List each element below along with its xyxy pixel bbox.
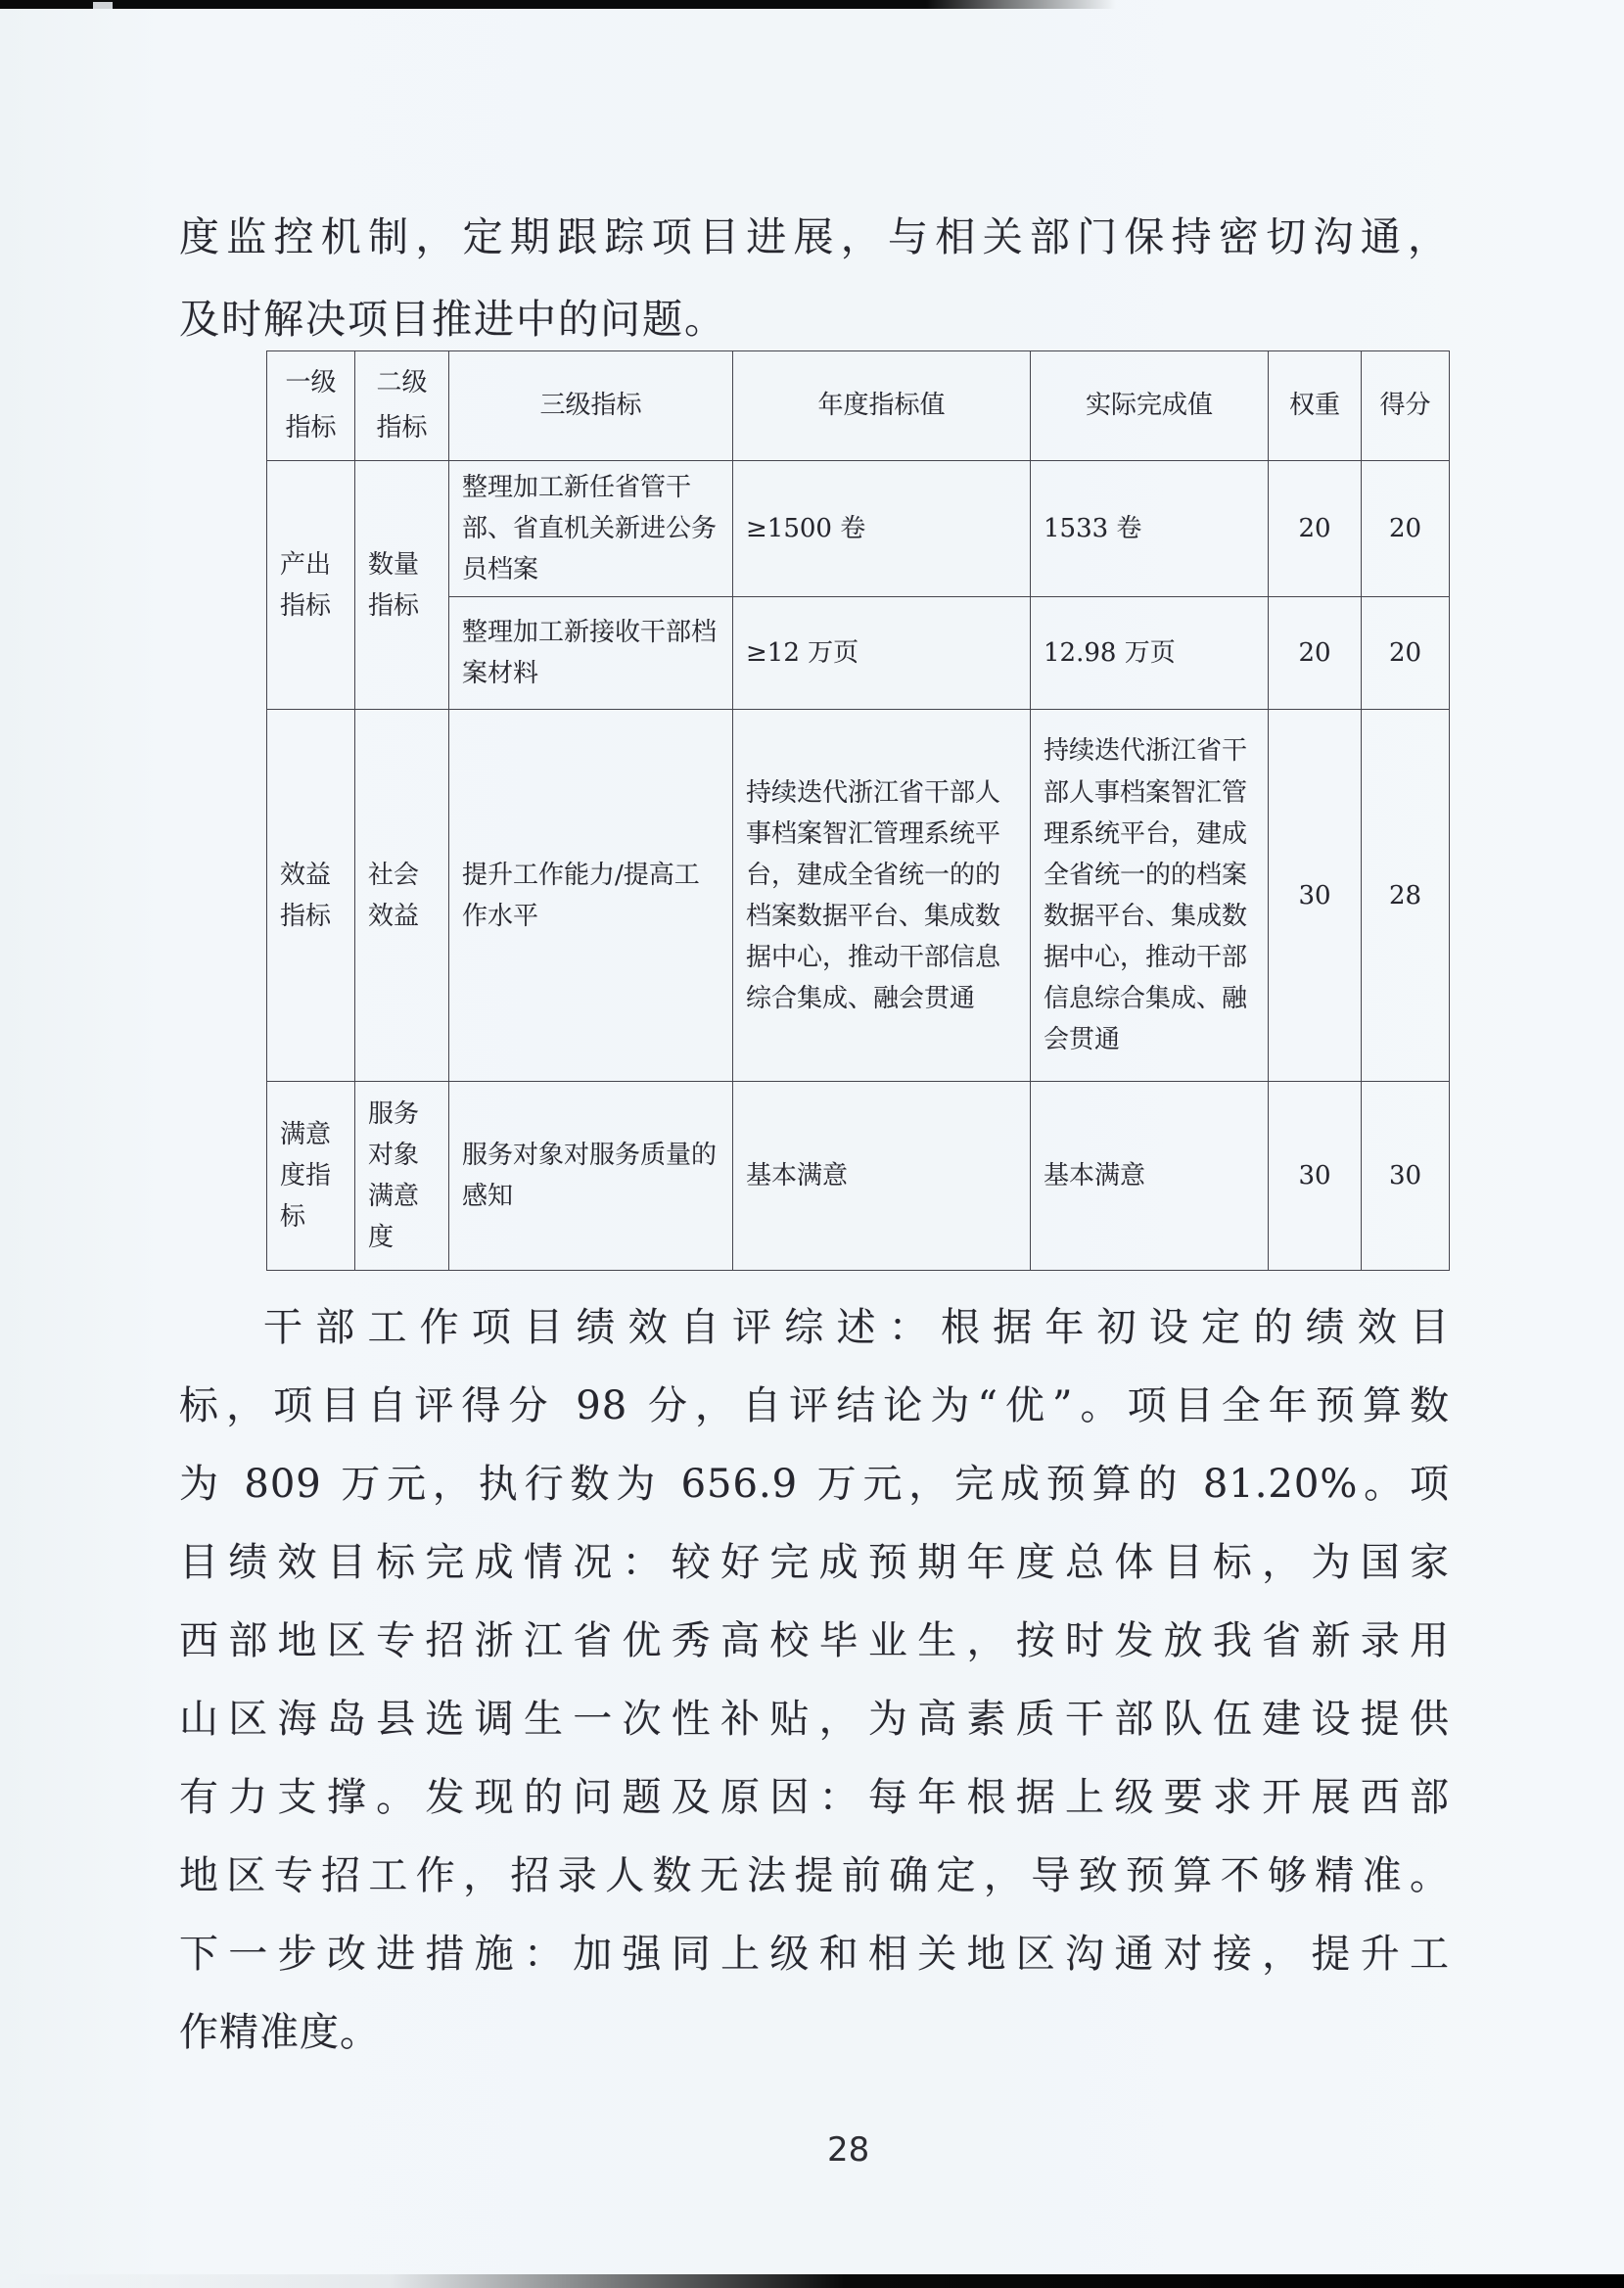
col-header-level2: 二级指标 (355, 351, 449, 461)
cell-level1-benefit: 效益指标 (267, 710, 355, 1082)
cell-actual-r3: 持续迭代浙江省干部人事档案智汇管理系统平台，建成全省统一的的档案数据平台、集成数据中心，推动干部信息综合集成、融会贯通 (1031, 710, 1269, 1082)
cell-actual-r2: 12.98 万页 (1031, 597, 1269, 710)
cell-score-r1: 20 (1362, 461, 1450, 597)
cell-actual-r4: 基本满意 (1031, 1082, 1269, 1271)
summary-line: 西部地区专招浙江省优秀高校毕业生，按时发放我省新录用 (179, 1618, 1450, 1663)
cell-weight-r1: 20 (1269, 461, 1362, 597)
intro-line-1: 度监控机制，定期跟踪项目进展，与相关部门保持密切沟通， (179, 213, 1450, 260)
cell-target-r3: 持续迭代浙江省干部人事档案智汇管理系统平台，建成全省统一的的档案数据平台、集成数据中心，推动干部信息综合集成、融会贯通 (733, 710, 1031, 1082)
col-header-level3: 三级指标 (449, 351, 733, 461)
cell-indicator-r3: 提升工作能力/提高工作水平 (449, 710, 733, 1082)
table-row (267, 1082, 1450, 1271)
scan-artifact-top-bar (0, 0, 1116, 9)
summary-line: 作精准度。 (179, 2010, 380, 2055)
cell-weight-r4: 30 (1269, 1082, 1362, 1271)
cell-weight-r2: 20 (1269, 597, 1362, 710)
cell-target-r1: ≥1500 卷 (733, 461, 1031, 597)
col-header-annual-target: 年度指标值 (733, 351, 1031, 461)
cell-level2-quantity: 数量指标 (355, 461, 449, 710)
performance-indicator-table (266, 350, 1450, 1271)
cell-level2-service-target: 服务对象满意度 (355, 1082, 449, 1271)
col-header-level1: 一级指标 (267, 351, 355, 461)
cell-score-r3: 28 (1362, 710, 1450, 1082)
summary-line: 干部工作项目绩效自评综述：根据年初设定的绩效目 (263, 1305, 1450, 1350)
summary-line: 为 809 万元，执行数为 656.9 万元，完成预算的 81.20%。项 (179, 1462, 1450, 1507)
page-number: 28 (827, 2130, 870, 2170)
summary-line: 标，项目自评得分 98 分，自评结论为“优”。项目全年预算数 (179, 1383, 1450, 1428)
cell-score-r2: 20 (1362, 597, 1450, 710)
cell-level1-output: 产出指标 (267, 461, 355, 710)
table-row (267, 461, 1450, 597)
self-evaluation-summary-paragraph (179, 1288, 1450, 2072)
cell-actual-r1: 1533 卷 (1031, 461, 1269, 597)
table-row (267, 710, 1450, 1082)
cell-indicator-r1: 整理加工新任省管干部、省直机关新进公务员档案 (449, 461, 733, 597)
cell-target-r4: 基本满意 (733, 1082, 1031, 1271)
cell-level1-satisfaction: 满意度指标 (267, 1082, 355, 1271)
col-header-actual-value: 实际完成值 (1031, 351, 1269, 461)
col-header-weight: 权重 (1269, 351, 1362, 461)
cell-level2-social: 社会效益 (355, 710, 449, 1082)
cell-score-r4: 30 (1362, 1082, 1450, 1271)
intro-paragraph (179, 196, 1450, 360)
summary-line: 目绩效目标完成情况：较好完成预期年度总体目标，为国家 (179, 1540, 1450, 1585)
summary-line: 山区海岛县选调生一次性补贴，为高素质干部队伍建设提供 (179, 1697, 1450, 1742)
summary-line: 下一步改进措施：加强同上级和相关地区沟通对接，提升工 (179, 1932, 1450, 1977)
intro-line-2: 及时解决项目推进中的问题。 (179, 296, 726, 343)
summary-line: 地区专招工作，招录人数无法提前确定，导致预算不够精准。 (179, 1853, 1450, 1898)
scan-artifact-top-notch (93, 2, 113, 9)
table-header-row (267, 351, 1450, 461)
cell-weight-r3: 30 (1269, 710, 1362, 1082)
cell-indicator-r4: 服务对象对服务质量的感知 (449, 1082, 733, 1271)
col-header-score: 得分 (1362, 351, 1450, 461)
summary-line: 有力支撑。发现的问题及原因：每年根据上级要求开展西部 (179, 1775, 1450, 1820)
cell-indicator-r2: 整理加工新接收干部档案材料 (449, 597, 733, 710)
cell-target-r2: ≥12 万页 (733, 597, 1031, 710)
scan-artifact-bottom-bar (0, 2274, 1624, 2288)
